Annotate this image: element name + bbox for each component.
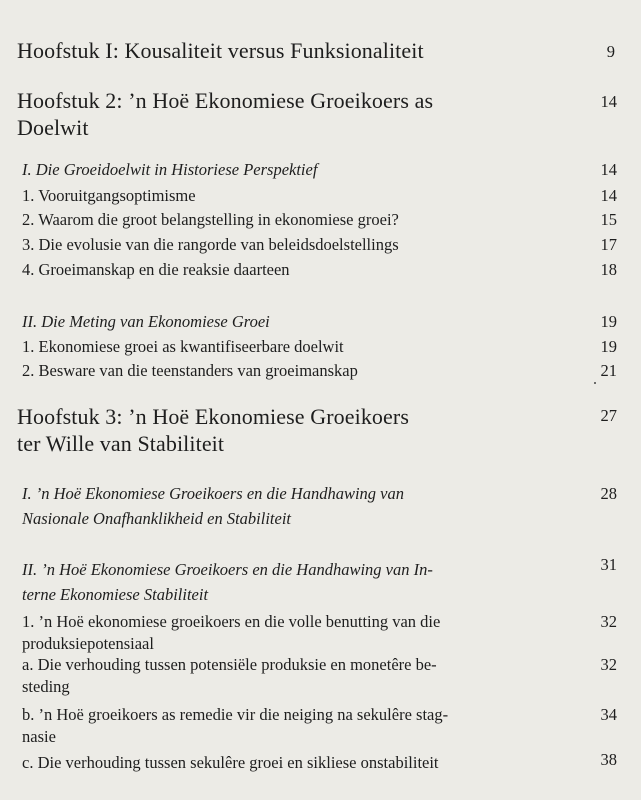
item-title-line1: b. ’n Hoë groeikoers as remedie vir die neiging na sekulêre stag- (22, 705, 449, 724)
chapter-title: Hoofstuk I: Kousaliteit versus Funksionaliteit (17, 38, 424, 63)
item-title-line2: produksiepotensiaal (22, 634, 154, 653)
item-title: 2. Waarom die groot belangstelling in ekonomiese groei? (22, 210, 399, 229)
page-number: 27 (600, 406, 617, 425)
page-number: 17 (600, 235, 617, 254)
item-title-line1: 1. ’n Hoë ekonomiese groeikoers en die volle benutting van die (22, 612, 441, 631)
section-title: II. Die Meting van Ekonomiese Groei (22, 312, 270, 331)
chapter-title-line1: Hoofstuk 2: ’n Hoë Ekonomiese Groeikoers as (17, 88, 434, 113)
item-title: 4. Groeimanskap en die reaksie daarteen (22, 260, 290, 279)
item-title: 1. Ekonomiese groei as kwantifiseerbare doelwit (22, 337, 344, 356)
page-number: 9 (606, 42, 615, 61)
item-title: 2. Besware van die teenstanders van groeimanskap (22, 361, 358, 380)
page-number: 19 (600, 337, 617, 356)
section-title-line2: Nasionale Onafhanklikheid en Stabiliteit (22, 509, 292, 528)
page-number: 32 (600, 655, 617, 674)
section-title-line1: I. ’n Hoë Ekonomiese Groeikoers en die Handhawing van (22, 484, 405, 503)
page-number: 18 (600, 260, 617, 279)
section-title: I. Die Groeidoelwit in Historiese Perspektief (22, 160, 318, 179)
item-title: 3. Die evolusie van die rangorde van beleidsdoelstellings (22, 235, 399, 254)
page-number: 31 (600, 555, 617, 574)
section-title-line1: II. ’n Hoë Ekonomiese Groeikoers en die Handhawing van In- (22, 560, 433, 579)
page-number: 15 (600, 210, 617, 229)
page-number: 21 (600, 361, 617, 380)
chapter-title-line1: Hoofstuk 3: ’n Hoë Ekonomiese Groeikoers (17, 404, 409, 429)
page-number: 14 (600, 92, 617, 111)
page-number: 19 (600, 312, 617, 331)
chapter-title-line2: Doelwit (17, 115, 89, 140)
section-title-line2: terne Ekonomiese Stabiliteit (22, 585, 209, 604)
page-number: 28 (600, 484, 617, 503)
page-number: 14 (600, 160, 617, 179)
item-title: c. Die verhouding tussen sekulêre groei en sikliese onstabiliteit (22, 753, 439, 772)
item-title: 1. Vooruitgangsoptimisme (22, 186, 196, 205)
page-number: 14 (600, 186, 617, 205)
item-title-line2: nasie (22, 727, 56, 746)
page-number: 34 (600, 705, 617, 724)
item-title-line2: steding (22, 677, 70, 696)
item-title-line1: a. Die verhouding tussen potensiële produksie en monetêre be- (22, 655, 437, 674)
chapter-title-line2: ter Wille van Stabiliteit (17, 431, 225, 456)
page-number: 38 (600, 750, 617, 769)
ink-speck (594, 382, 596, 384)
page-number: 32 (600, 612, 617, 631)
